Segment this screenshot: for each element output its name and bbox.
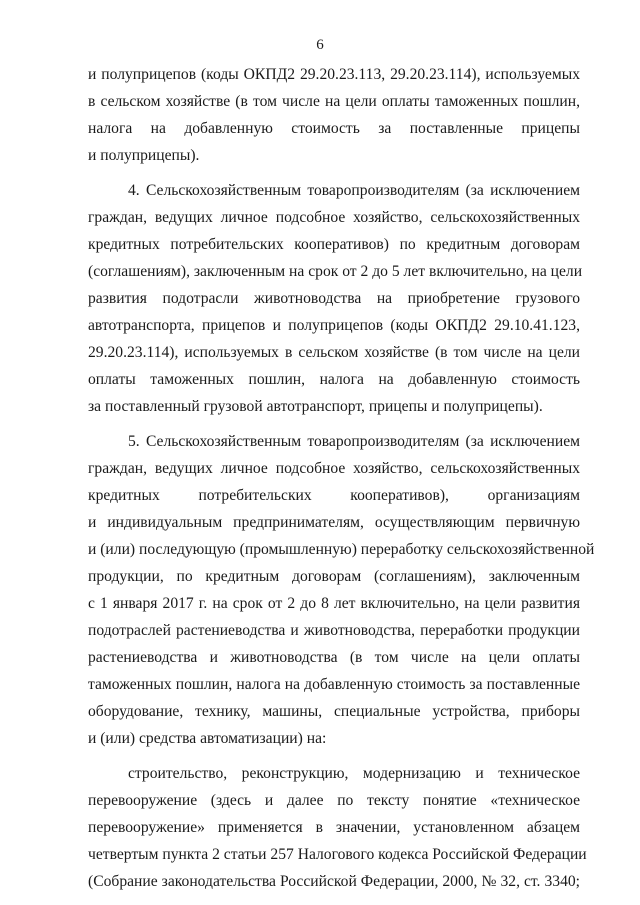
text-line: и полуприцепов (коды ОКПД2 29.20.23.113, 29.20.23.114), используемых — [88, 66, 580, 83]
text-line: граждан, ведущих личное подсобное хозяйство, сельскохозяйственных — [88, 209, 580, 226]
text-line: перевооружение» применяется в значении, установленном абзацем — [88, 819, 580, 836]
text-line: четвертым пункта 2 статьи 257 Налогового кодекса Российской Федерации — [88, 846, 587, 863]
text-line: в сельском хозяйстве (в том числе на цели оплаты таможенных пошлин, — [88, 93, 580, 110]
text-line: 29.20.23.114), используемых в сельском хозяйстве (в том числе на цели — [88, 344, 580, 361]
text-line: автотранспорта, прицепов и полуприцепов (коды ОКПД2 29.10.41.123, — [88, 317, 580, 334]
text-line: (соглашениям), заключенным на срок от 2 до 5 лет включительно, на цели — [88, 263, 583, 280]
text-line: и (или) последующую (промышленную) переработку сельскохозяйственной — [88, 541, 595, 558]
text-line: за поставленный грузовой автотранспорт, прицепы и полуприцепы). — [88, 398, 543, 415]
text-line: 4. Сельскохозяйственным товаропроизводителям (за исключением — [128, 182, 580, 199]
text-line: с 1 января 2017 г. на срок от 2 до 8 лет включительно, на цели развития — [88, 595, 580, 612]
text-line: подотраслей растениеводства и животноводства, переработки продукции — [88, 622, 580, 639]
text-line: налога на добавленную стоимость за поставленные прицепы — [88, 120, 580, 137]
text-line: развития подотрасли животноводства на приобретение грузового — [88, 290, 580, 307]
paragraph-gap — [88, 420, 580, 428]
text-line: и индивидуальным предпринимателям, осуществляющим первичную — [88, 514, 580, 531]
text-line: кредитных потребительских кооперативов), организациям — [88, 487, 580, 504]
document-body — [88, 61, 595, 895]
text-line: (Собрание законодательства Российской Федерации, 2000, № 32, ст. 3340; — [88, 873, 580, 890]
text-line: и полуприцепы). — [88, 147, 200, 164]
text-line: растениеводства и животноводства (в том числе на цели оплаты — [88, 649, 580, 666]
text-line: строительство, реконструкцию, модернизацию и техническое — [128, 765, 580, 782]
text-line: граждан, ведущих личное подсобное хозяйство, сельскохозяйственных — [88, 460, 580, 477]
paragraph-gap — [88, 752, 580, 760]
paragraph-gap — [88, 169, 580, 177]
text-line: кредитных потребительских кооперативов) по кредитным договорам — [88, 236, 580, 253]
text-line: перевооружение (здесь и далее по тексту понятие «техническое — [88, 792, 580, 809]
text-line: 5. Сельскохозяйственным товаропроизводителям (за исключением — [128, 433, 580, 450]
text-line: таможенных пошлин, налога на добавленную стоимость за поставленные — [88, 676, 580, 693]
text-line: оплаты таможенных пошлин, налога на добавленную стоимость — [88, 371, 580, 388]
text-line: продукции, по кредитным договорам (соглашениям), заключенным — [88, 568, 580, 585]
text-line: и (или) средства автоматизации) на: — [88, 730, 327, 747]
text-line: оборудование, технику, машины, специальные устройства, приборы — [88, 703, 580, 720]
page-number: 6 — [316, 37, 324, 53]
